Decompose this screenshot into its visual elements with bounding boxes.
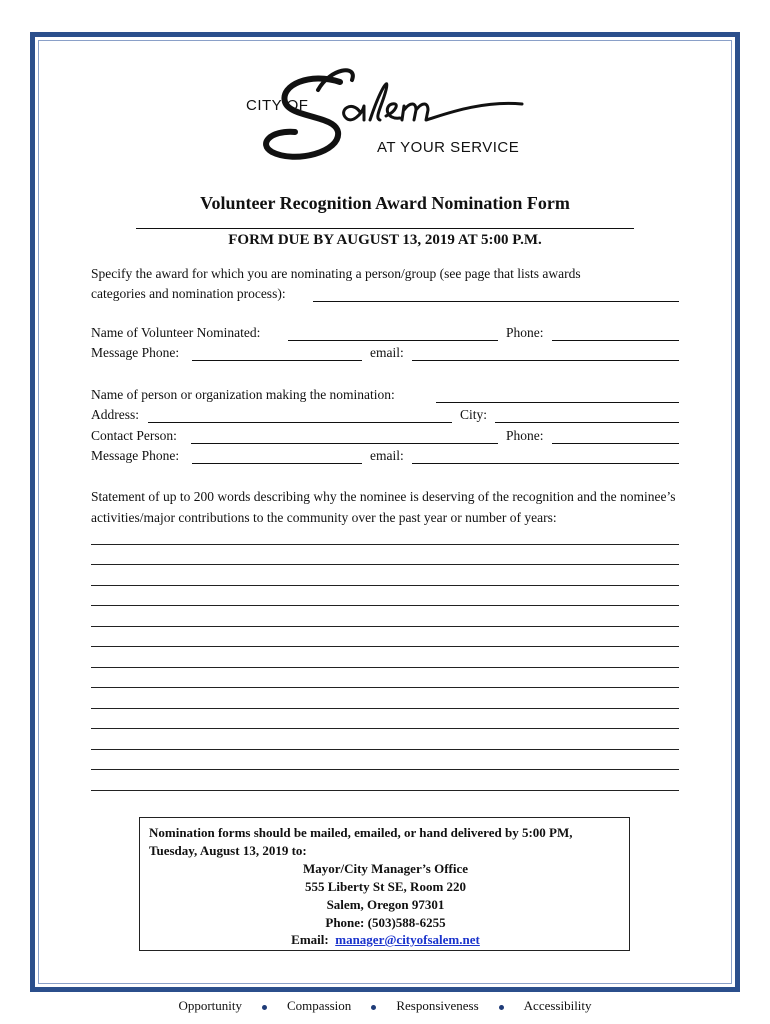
statement-line[interactable] xyxy=(91,585,679,586)
title-underline xyxy=(136,228,634,229)
nominator-city-field[interactable] xyxy=(495,422,679,423)
nominee-email-field[interactable] xyxy=(412,360,679,361)
nominee-name-field[interactable] xyxy=(288,340,498,341)
nominator-address-label: Address: xyxy=(91,407,139,422)
submission-email-row xyxy=(140,931,631,949)
submission-office: Mayor/City Manager’s Office xyxy=(302,861,469,876)
nominator-email-field[interactable] xyxy=(412,463,679,464)
submission-city: Salem, Oregon 97301 xyxy=(326,897,445,912)
city-of-salem-logo xyxy=(240,60,530,170)
submission-info-box xyxy=(139,817,630,951)
nominator-message-phone-field[interactable] xyxy=(192,463,362,464)
nominee-message-phone-label: Message Phone: xyxy=(91,345,180,360)
nominator-phone-label: Phone: xyxy=(506,428,544,443)
nominator-contact-label: Contact Person: xyxy=(91,428,177,443)
statement-line[interactable] xyxy=(91,646,679,647)
statement-line[interactable] xyxy=(91,708,679,709)
bullet-icon xyxy=(262,1005,267,1010)
nominator-message-phone-label: Message Phone: xyxy=(91,448,180,463)
award-field[interactable] xyxy=(313,301,679,302)
statement-line[interactable] xyxy=(91,749,679,750)
footer-value-accessibility: Accessibility xyxy=(523,998,592,1013)
nominator-address-field[interactable] xyxy=(148,422,452,423)
bullet-icon xyxy=(499,1005,504,1010)
nominator-phone-field[interactable] xyxy=(552,443,679,444)
submission-email-label: Email: xyxy=(291,932,329,947)
nominee-message-phone-field[interactable] xyxy=(192,360,362,361)
footer-value-compassion: Compassion xyxy=(287,998,352,1013)
award-instruction-line1: Specify the award for which you are nominating a person/group (see page that lists awards xyxy=(91,266,581,281)
statement-instruction: Statement of up to 200 words describing why the nominee is deserving of the recognition and the nominee’s activities/major contributions to the community over the past year or number of years: xyxy=(91,489,676,525)
footer-value-responsiveness: Responsiveness xyxy=(396,998,479,1013)
nominee-phone-label: Phone: xyxy=(506,325,544,340)
submission-phone: Phone: (503)588-6255 xyxy=(325,915,446,930)
nominator-contact-field[interactable] xyxy=(191,443,498,444)
footer-value-opportunity: Opportunity xyxy=(178,998,243,1013)
nominator-email-label: email: xyxy=(370,448,404,463)
submission-street: 555 Liberty St SE, Room 220 xyxy=(304,879,467,894)
logo-tagline: AT YOUR SERVICE xyxy=(377,139,520,156)
submission-email-link[interactable]: manager@cityofsalem.net xyxy=(335,932,480,947)
statement-line[interactable] xyxy=(91,769,679,770)
logo-city-of-text: CITY OF xyxy=(246,97,309,114)
form-title: Volunteer Recognition Award Nomination Form xyxy=(200,193,570,213)
nominee-email-label: email: xyxy=(370,345,404,360)
statement-line[interactable] xyxy=(91,564,679,565)
nominee-name-label: Name of Volunteer Nominated: xyxy=(91,325,261,340)
statement-line[interactable] xyxy=(91,728,679,729)
bullet-icon xyxy=(371,1005,376,1010)
submission-intro: Nomination forms should be mailed, emailed, or hand delivered by 5:00 PM, Tuesday, August 13, 2019 to: xyxy=(149,825,573,858)
statement-line[interactable] xyxy=(91,605,679,606)
statement-line[interactable] xyxy=(91,544,679,545)
award-instruction-line2: categories and nomination process): xyxy=(91,286,286,301)
nominator-city-label: City: xyxy=(460,407,488,422)
statement-line[interactable] xyxy=(91,687,679,688)
nominator-name-label: Name of person or organization making the nomination: xyxy=(91,387,395,402)
nominator-name-field[interactable] xyxy=(436,402,679,403)
form-due-date: FORM DUE BY AUGUST 13, 2019 AT 5:00 P.M. xyxy=(228,232,542,248)
statement-line[interactable] xyxy=(91,667,679,668)
statement-line[interactable] xyxy=(91,790,679,791)
nominee-phone-field[interactable] xyxy=(552,340,679,341)
footer-values xyxy=(0,998,770,1014)
statement-line[interactable] xyxy=(91,626,679,627)
